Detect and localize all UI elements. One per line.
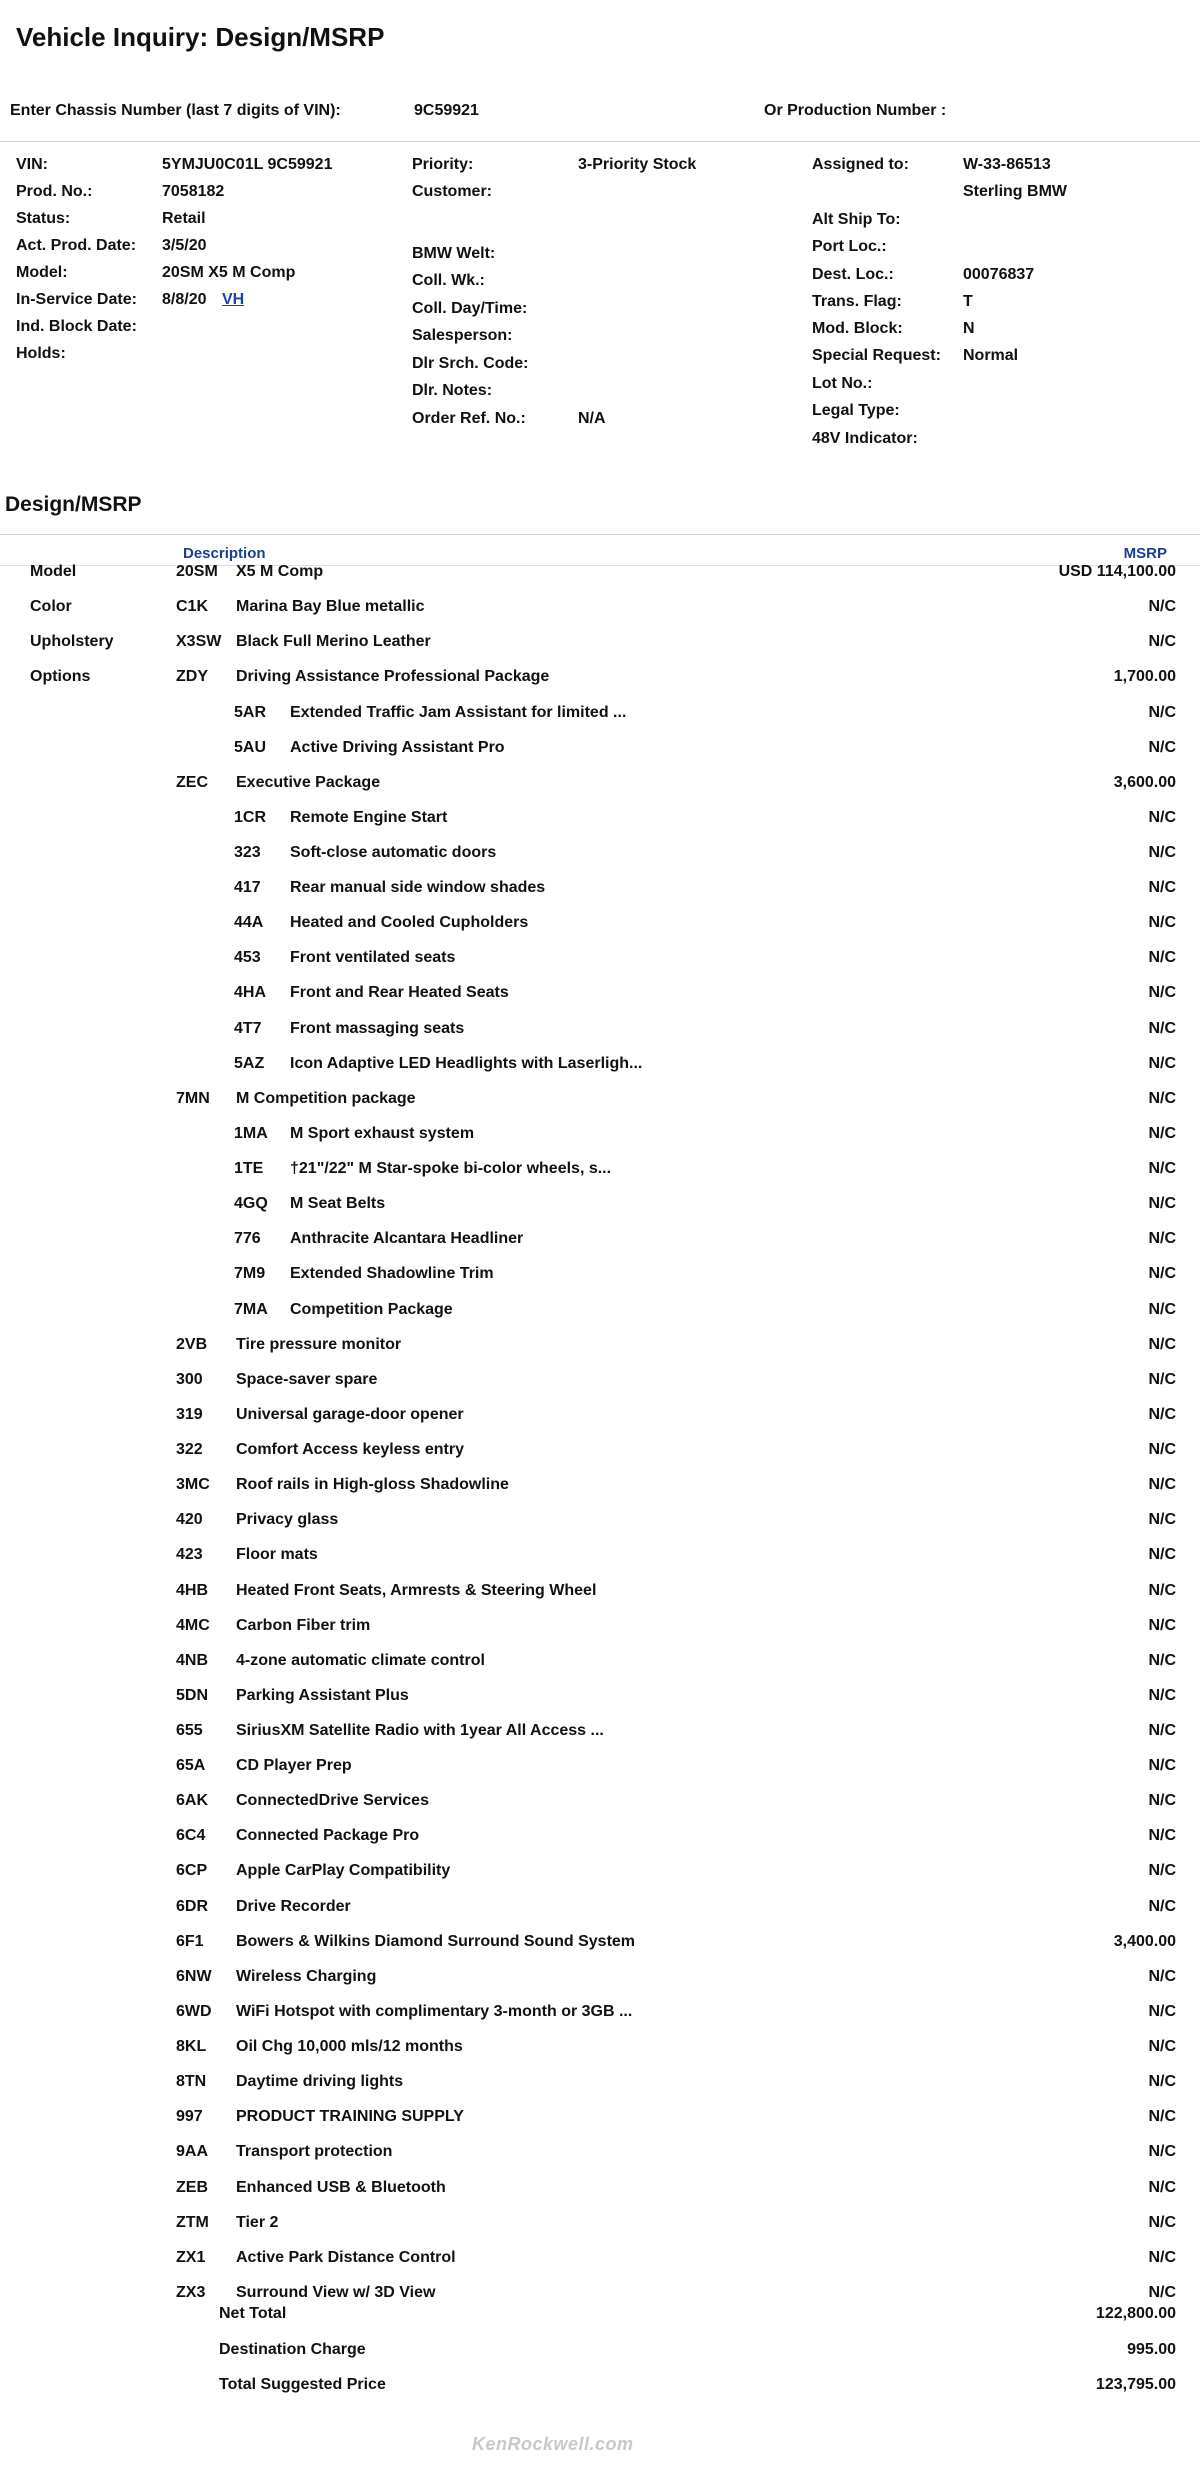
option-price: N/C	[1148, 1405, 1176, 1423]
table-row	[0, 1476, 1200, 1512]
option-price: N/C	[1148, 1300, 1176, 1318]
table-row	[0, 2108, 1200, 2144]
total-row	[0, 2376, 1200, 2412]
option-price: N/C	[1148, 1370, 1176, 1388]
total-value: 122,800.00	[1095, 2305, 1176, 2322]
option-description: Connected Package Pro	[236, 1827, 420, 1845]
info-label: Coll. Day/Time:	[412, 300, 528, 317]
info-value: N	[963, 320, 975, 337]
table-row	[0, 739, 1200, 775]
option-description: Marina Bay Blue metallic	[236, 598, 425, 616]
option-price: N/C	[1148, 2002, 1176, 2020]
option-description: Universal garage-door opener	[236, 1405, 464, 1423]
table-row	[0, 1195, 1200, 1231]
option-code: 6AK	[176, 1792, 209, 1810]
info-value: N/A	[578, 410, 606, 427]
option-description: SiriusXM Satellite Radio with 1year All Access ...	[236, 1722, 604, 1739]
option-description: Carbon Fiber trim	[236, 1616, 371, 1634]
option-code: 655	[176, 1722, 203, 1739]
option-code: 453	[234, 949, 261, 967]
info-label: Holds:	[16, 345, 66, 362]
info-label: Prod. No.:	[16, 183, 93, 200]
table-row	[0, 704, 1200, 740]
table-row	[0, 1968, 1200, 2004]
option-price: N/C	[1148, 1230, 1176, 1248]
table-row	[0, 1441, 1200, 1477]
option-code: 8KL	[176, 2038, 207, 2055]
info-value: Normal	[963, 347, 1019, 364]
option-description: Front and Rear Heated Seats	[290, 984, 509, 1002]
table-row	[0, 1371, 1200, 1407]
option-description: Floor mats	[236, 1546, 318, 1564]
option-code: 9AA	[176, 2143, 209, 2161]
option-description: Wireless Charging	[236, 1967, 377, 1985]
option-code: 417	[234, 879, 261, 897]
option-code: 319	[176, 1405, 203, 1423]
option-price: N/C	[1148, 1581, 1176, 1599]
option-price: N/C	[1148, 1792, 1176, 1810]
info-label: Ind. Block Date:	[16, 318, 137, 335]
info-value: 20SM X5 M Comp	[162, 264, 296, 281]
option-code: 420	[176, 1511, 203, 1529]
option-price: N/C	[1148, 1651, 1176, 1669]
production-number-label: Or Production Number :	[764, 102, 947, 119]
option-description: Privacy glass	[236, 1511, 339, 1529]
option-price: N/C	[1148, 1265, 1176, 1283]
option-code: ZX3	[176, 2283, 206, 2301]
option-price: N/C	[1148, 1722, 1176, 1739]
table-row	[0, 1617, 1200, 1653]
option-description: PRODUCT TRAINING SUPPLY	[236, 2108, 464, 2126]
info-label: Act. Prod. Date:	[16, 237, 137, 254]
option-code: 423	[176, 1546, 203, 1564]
option-price: N/C	[1148, 738, 1176, 756]
option-description: Black Full Merino Leather	[236, 633, 431, 651]
info-label: Lot No.:	[812, 375, 873, 392]
table-row	[0, 2003, 1200, 2039]
option-code: 6DR	[176, 1897, 209, 1915]
table-row	[0, 1933, 1200, 1969]
option-code: ZEC	[176, 773, 208, 791]
table-row	[0, 879, 1200, 915]
option-description: M Seat Belts	[290, 1195, 386, 1213]
option-description: Surround View w/ 3D View	[236, 2283, 436, 2301]
option-price: N/C	[1148, 1124, 1176, 1142]
table-row	[0, 1230, 1200, 1266]
option-code: 7MA	[234, 1300, 268, 1318]
table-row	[0, 1336, 1200, 1372]
total-label: Net Total	[219, 2305, 287, 2322]
option-code: ZEB	[176, 2178, 208, 2196]
info-label: Coll. Wk.:	[412, 272, 485, 289]
table-row	[0, 844, 1200, 880]
option-code: ZTM	[176, 2213, 209, 2231]
option-price: N/C	[1148, 703, 1176, 721]
option-code: 6WD	[176, 2002, 212, 2020]
option-description: Tire pressure monitor	[236, 1335, 402, 1353]
option-code: 7MN	[176, 1089, 210, 1107]
option-price: N/C	[1148, 1335, 1176, 1353]
option-price: N/C	[1148, 1827, 1176, 1845]
option-price: N/C	[1148, 1546, 1176, 1564]
table-row	[0, 2038, 1200, 2074]
option-description: Driving Assistance Professional Package	[236, 668, 550, 686]
option-code: 1MA	[234, 1124, 268, 1142]
info-label: Priority:	[412, 156, 474, 173]
option-price: N/C	[1148, 1441, 1176, 1458]
table-row	[0, 1160, 1200, 1196]
option-code: 20SM	[176, 563, 218, 580]
option-price: N/C	[1148, 1089, 1176, 1107]
info-value: Sterling BMW	[963, 183, 1067, 200]
info-value: 3/5/20	[162, 237, 207, 254]
option-price: N/C	[1148, 1195, 1176, 1213]
option-price: N/C	[1148, 984, 1176, 1002]
option-price: N/C	[1148, 2283, 1176, 2301]
option-price: N/C	[1148, 1476, 1176, 1494]
option-price: 1,700.00	[1113, 668, 1176, 686]
table-row	[0, 1055, 1200, 1091]
table-row	[0, 914, 1200, 950]
info-value: 7058182	[162, 183, 225, 200]
option-description: Remote Engine Start	[290, 808, 448, 826]
table-row	[0, 2073, 1200, 2109]
info-value: 00076837	[963, 266, 1035, 283]
option-code: 4HA	[234, 984, 267, 1002]
option-description: Enhanced USB & Bluetooth	[236, 2178, 446, 2196]
total-row	[0, 2341, 1200, 2377]
info-value: W-33-86513	[963, 156, 1051, 173]
table-row	[0, 1722, 1200, 1758]
option-price: N/C	[1148, 2108, 1176, 2126]
table-row	[0, 1090, 1200, 1126]
info-label: Dlr. Notes:	[412, 382, 493, 399]
table-row	[0, 949, 1200, 985]
option-price: N/C	[1148, 2073, 1176, 2091]
option-description: Oil Chg 10,000 mls/12 months	[236, 2038, 463, 2055]
option-description: M Sport exhaust system	[290, 1124, 475, 1142]
info-label: Customer:	[412, 183, 493, 200]
table-row	[0, 2249, 1200, 2285]
option-code: ZDY	[176, 668, 208, 686]
info-label: BMW Welt:	[412, 245, 496, 262]
total-value: 123,795.00	[1095, 2376, 1176, 2393]
info-label: Special Request:	[812, 347, 941, 364]
option-code: 65A	[176, 1757, 206, 1775]
table-row	[0, 1862, 1200, 1898]
option-description: Tier 2	[236, 2213, 279, 2231]
table-row	[0, 1301, 1200, 1337]
option-code: 997	[176, 2108, 203, 2126]
option-price: N/C	[1148, 2178, 1176, 2196]
table-row	[0, 598, 1200, 634]
option-code: 8TN	[176, 2073, 207, 2091]
header-divider	[0, 141, 1200, 142]
option-description: Comfort Access keyless entry	[236, 1441, 464, 1458]
info-label: Salesperson:	[412, 327, 513, 344]
option-price: N/C	[1148, 2213, 1176, 2231]
column-header-msrp: MSRP	[1123, 545, 1167, 562]
option-description: Roof rails in High-gloss Shadowline	[236, 1476, 509, 1494]
option-code: 44A	[234, 914, 264, 932]
option-description: Apple CarPlay Compatibility	[236, 1862, 451, 1880]
table-row	[0, 1511, 1200, 1547]
option-code: 6CP	[176, 1862, 208, 1880]
option-description: Anthracite Alcantara Headliner	[290, 1230, 524, 1248]
info-label: VIN:	[16, 156, 48, 173]
option-description: Competition Package	[290, 1300, 453, 1318]
column-header-description: Description	[183, 545, 266, 562]
option-code: 5AZ	[234, 1054, 265, 1072]
row-category: Model	[30, 563, 77, 580]
option-code: 6C4	[176, 1827, 206, 1845]
info-label: Order Ref. No.:	[412, 410, 526, 427]
option-description: Bowers & Wilkins Diamond Surround Sound System	[236, 1932, 636, 1950]
option-code: C1K	[176, 598, 209, 616]
option-description: Drive Recorder	[236, 1897, 351, 1915]
option-code: 7M9	[234, 1265, 266, 1283]
info-label: Legal Type:	[812, 402, 900, 419]
info-label: 48V Indicator:	[812, 430, 918, 447]
section-title: Design/MSRP	[5, 493, 142, 516]
option-code: 323	[234, 844, 261, 861]
option-price: N/C	[1148, 2143, 1176, 2161]
table-row	[0, 1898, 1200, 1934]
option-price: N/C	[1148, 1757, 1176, 1775]
option-code: 4HB	[176, 1581, 209, 1599]
option-description: X5 M Comp	[236, 563, 324, 580]
table-row	[0, 1406, 1200, 1442]
table-row	[0, 809, 1200, 845]
option-description: WiFi Hotspot with complimentary 3-month or 3GB ...	[236, 2002, 633, 2020]
option-code: 4GQ	[234, 1195, 268, 1213]
option-description: Extended Shadowline Trim	[290, 1265, 494, 1283]
option-description: Front massaging seats	[290, 1019, 465, 1037]
info-label: Mod. Block:	[812, 320, 903, 337]
option-price: N/C	[1148, 1616, 1176, 1634]
option-description: Icon Adaptive LED Headlights with Laserligh...	[290, 1054, 643, 1072]
table-row	[0, 1125, 1200, 1161]
option-code: 5DN	[176, 1686, 209, 1704]
option-code: 6F1	[176, 1932, 204, 1950]
option-price: N/C	[1148, 1897, 1176, 1915]
option-price: N/C	[1148, 1967, 1176, 1985]
option-price: N/C	[1148, 2038, 1176, 2055]
info-label: Alt Ship To:	[812, 211, 901, 228]
vh-link[interactable]: VH	[222, 291, 245, 308]
table-row	[0, 2179, 1200, 2215]
info-label: In-Service Date:	[16, 291, 137, 308]
option-code: 300	[176, 1370, 203, 1388]
option-code: 4NB	[176, 1651, 209, 1669]
option-description: 4-zone automatic climate control	[236, 1651, 485, 1669]
table-row	[0, 633, 1200, 669]
option-price: N/C	[1148, 844, 1176, 861]
option-description: Front ventilated seats	[290, 949, 456, 967]
option-description: Parking Assistant Plus	[236, 1686, 409, 1704]
info-label: Model:	[16, 264, 68, 281]
row-category: Color	[30, 598, 72, 616]
option-description: †21"/22" M Star-spoke bi-color wheels, s...	[290, 1160, 612, 1177]
option-code: 2VB	[176, 1335, 208, 1353]
watermark: KenRockwell.com	[472, 2434, 634, 2454]
option-description: Rear manual side window shades	[290, 879, 546, 897]
page-title: Vehicle Inquiry: Design/MSRP	[16, 22, 385, 52]
option-code: 6NW	[176, 1967, 212, 1985]
info-value: 5YMJU0C01L 9C59921	[162, 156, 333, 173]
row-category: Options	[30, 668, 91, 686]
info-label: Status:	[16, 210, 71, 227]
option-description: Soft-close automatic doors	[290, 844, 497, 861]
total-label: Total Suggested Price	[219, 2376, 386, 2393]
option-code: 5AU	[234, 738, 267, 756]
table-row	[0, 1582, 1200, 1618]
option-description: Active Driving Assistant Pro	[290, 738, 505, 756]
option-description: Executive Package	[236, 773, 381, 791]
option-description: Space-saver spare	[236, 1370, 378, 1388]
info-label: Dlr Srch. Code:	[412, 355, 529, 372]
option-description: Heated and Cooled Cupholders	[290, 914, 529, 932]
option-price: N/C	[1148, 914, 1176, 932]
option-description: Heated Front Seats, Armrests & Steering Wheel	[236, 1581, 597, 1599]
option-description: Extended Traffic Jam Assistant for limited ...	[290, 703, 627, 721]
option-price: N/C	[1148, 598, 1176, 616]
option-code: 4MC	[176, 1616, 210, 1634]
option-price: N/C	[1148, 1054, 1176, 1072]
option-code: 1CR	[234, 808, 267, 826]
option-code: 4T7	[234, 1019, 262, 1037]
option-price: USD 114,100.00	[1058, 563, 1176, 580]
table-row	[0, 1792, 1200, 1828]
table-row	[0, 1757, 1200, 1793]
table-row	[0, 2143, 1200, 2179]
table-row	[0, 1652, 1200, 1688]
option-price: N/C	[1148, 633, 1176, 651]
option-price: 3,600.00	[1113, 773, 1176, 791]
table-row	[0, 1020, 1200, 1056]
option-code: 776	[234, 1230, 261, 1248]
option-price: N/C	[1148, 1686, 1176, 1704]
option-price: 3,400.00	[1113, 1932, 1176, 1950]
option-description: Active Park Distance Control	[236, 2248, 456, 2266]
info-value: 3-Priority Stock	[578, 156, 697, 173]
option-description: CD Player Prep	[236, 1757, 352, 1775]
option-price: N/C	[1148, 949, 1176, 967]
option-price: N/C	[1148, 1019, 1176, 1037]
info-label: Assigned to:	[812, 156, 909, 173]
chassis-number-input[interactable]: 9C59921	[414, 102, 479, 119]
option-price: N/C	[1148, 808, 1176, 826]
option-code: 3MC	[176, 1476, 210, 1494]
option-description: ConnectedDrive Services	[236, 1792, 429, 1810]
option-description: Transport protection	[236, 2143, 393, 2161]
table-row	[0, 774, 1200, 810]
option-description: Daytime driving lights	[236, 2073, 404, 2091]
table-row	[0, 1546, 1200, 1582]
info-label: Dest. Loc.:	[812, 266, 894, 283]
section-divider	[0, 534, 1200, 535]
option-price: N/C	[1148, 1511, 1176, 1529]
total-label: Destination Charge	[219, 2341, 366, 2358]
row-category: Upholstery	[30, 633, 114, 651]
option-code: ZX1	[176, 2248, 206, 2266]
info-value: 8/8/20	[162, 291, 207, 308]
option-price: N/C	[1148, 2248, 1176, 2266]
option-code: 5AR	[234, 703, 267, 721]
table-row	[0, 2214, 1200, 2250]
info-label: Trans. Flag:	[812, 293, 902, 310]
info-value: Retail	[162, 210, 206, 227]
option-description: M Competition package	[236, 1089, 416, 1107]
info-value: T	[963, 293, 973, 310]
table-row	[0, 1827, 1200, 1863]
option-price: N/C	[1148, 1862, 1176, 1880]
total-value: 995.00	[1127, 2341, 1176, 2358]
chassis-number-label: Enter Chassis Number (last 7 digits of VIN):	[10, 102, 341, 119]
table-row	[0, 563, 1200, 599]
table-row	[0, 1265, 1200, 1301]
option-price: N/C	[1148, 879, 1176, 897]
info-label: Port Loc.:	[812, 238, 887, 255]
table-row	[0, 1687, 1200, 1723]
total-row	[0, 2305, 1200, 2341]
table-row	[0, 668, 1200, 704]
table-row	[0, 984, 1200, 1020]
option-code: 1TE	[234, 1160, 264, 1177]
option-price: N/C	[1148, 1160, 1176, 1177]
option-code: X3SW	[176, 633, 222, 651]
option-code: 322	[176, 1441, 203, 1458]
